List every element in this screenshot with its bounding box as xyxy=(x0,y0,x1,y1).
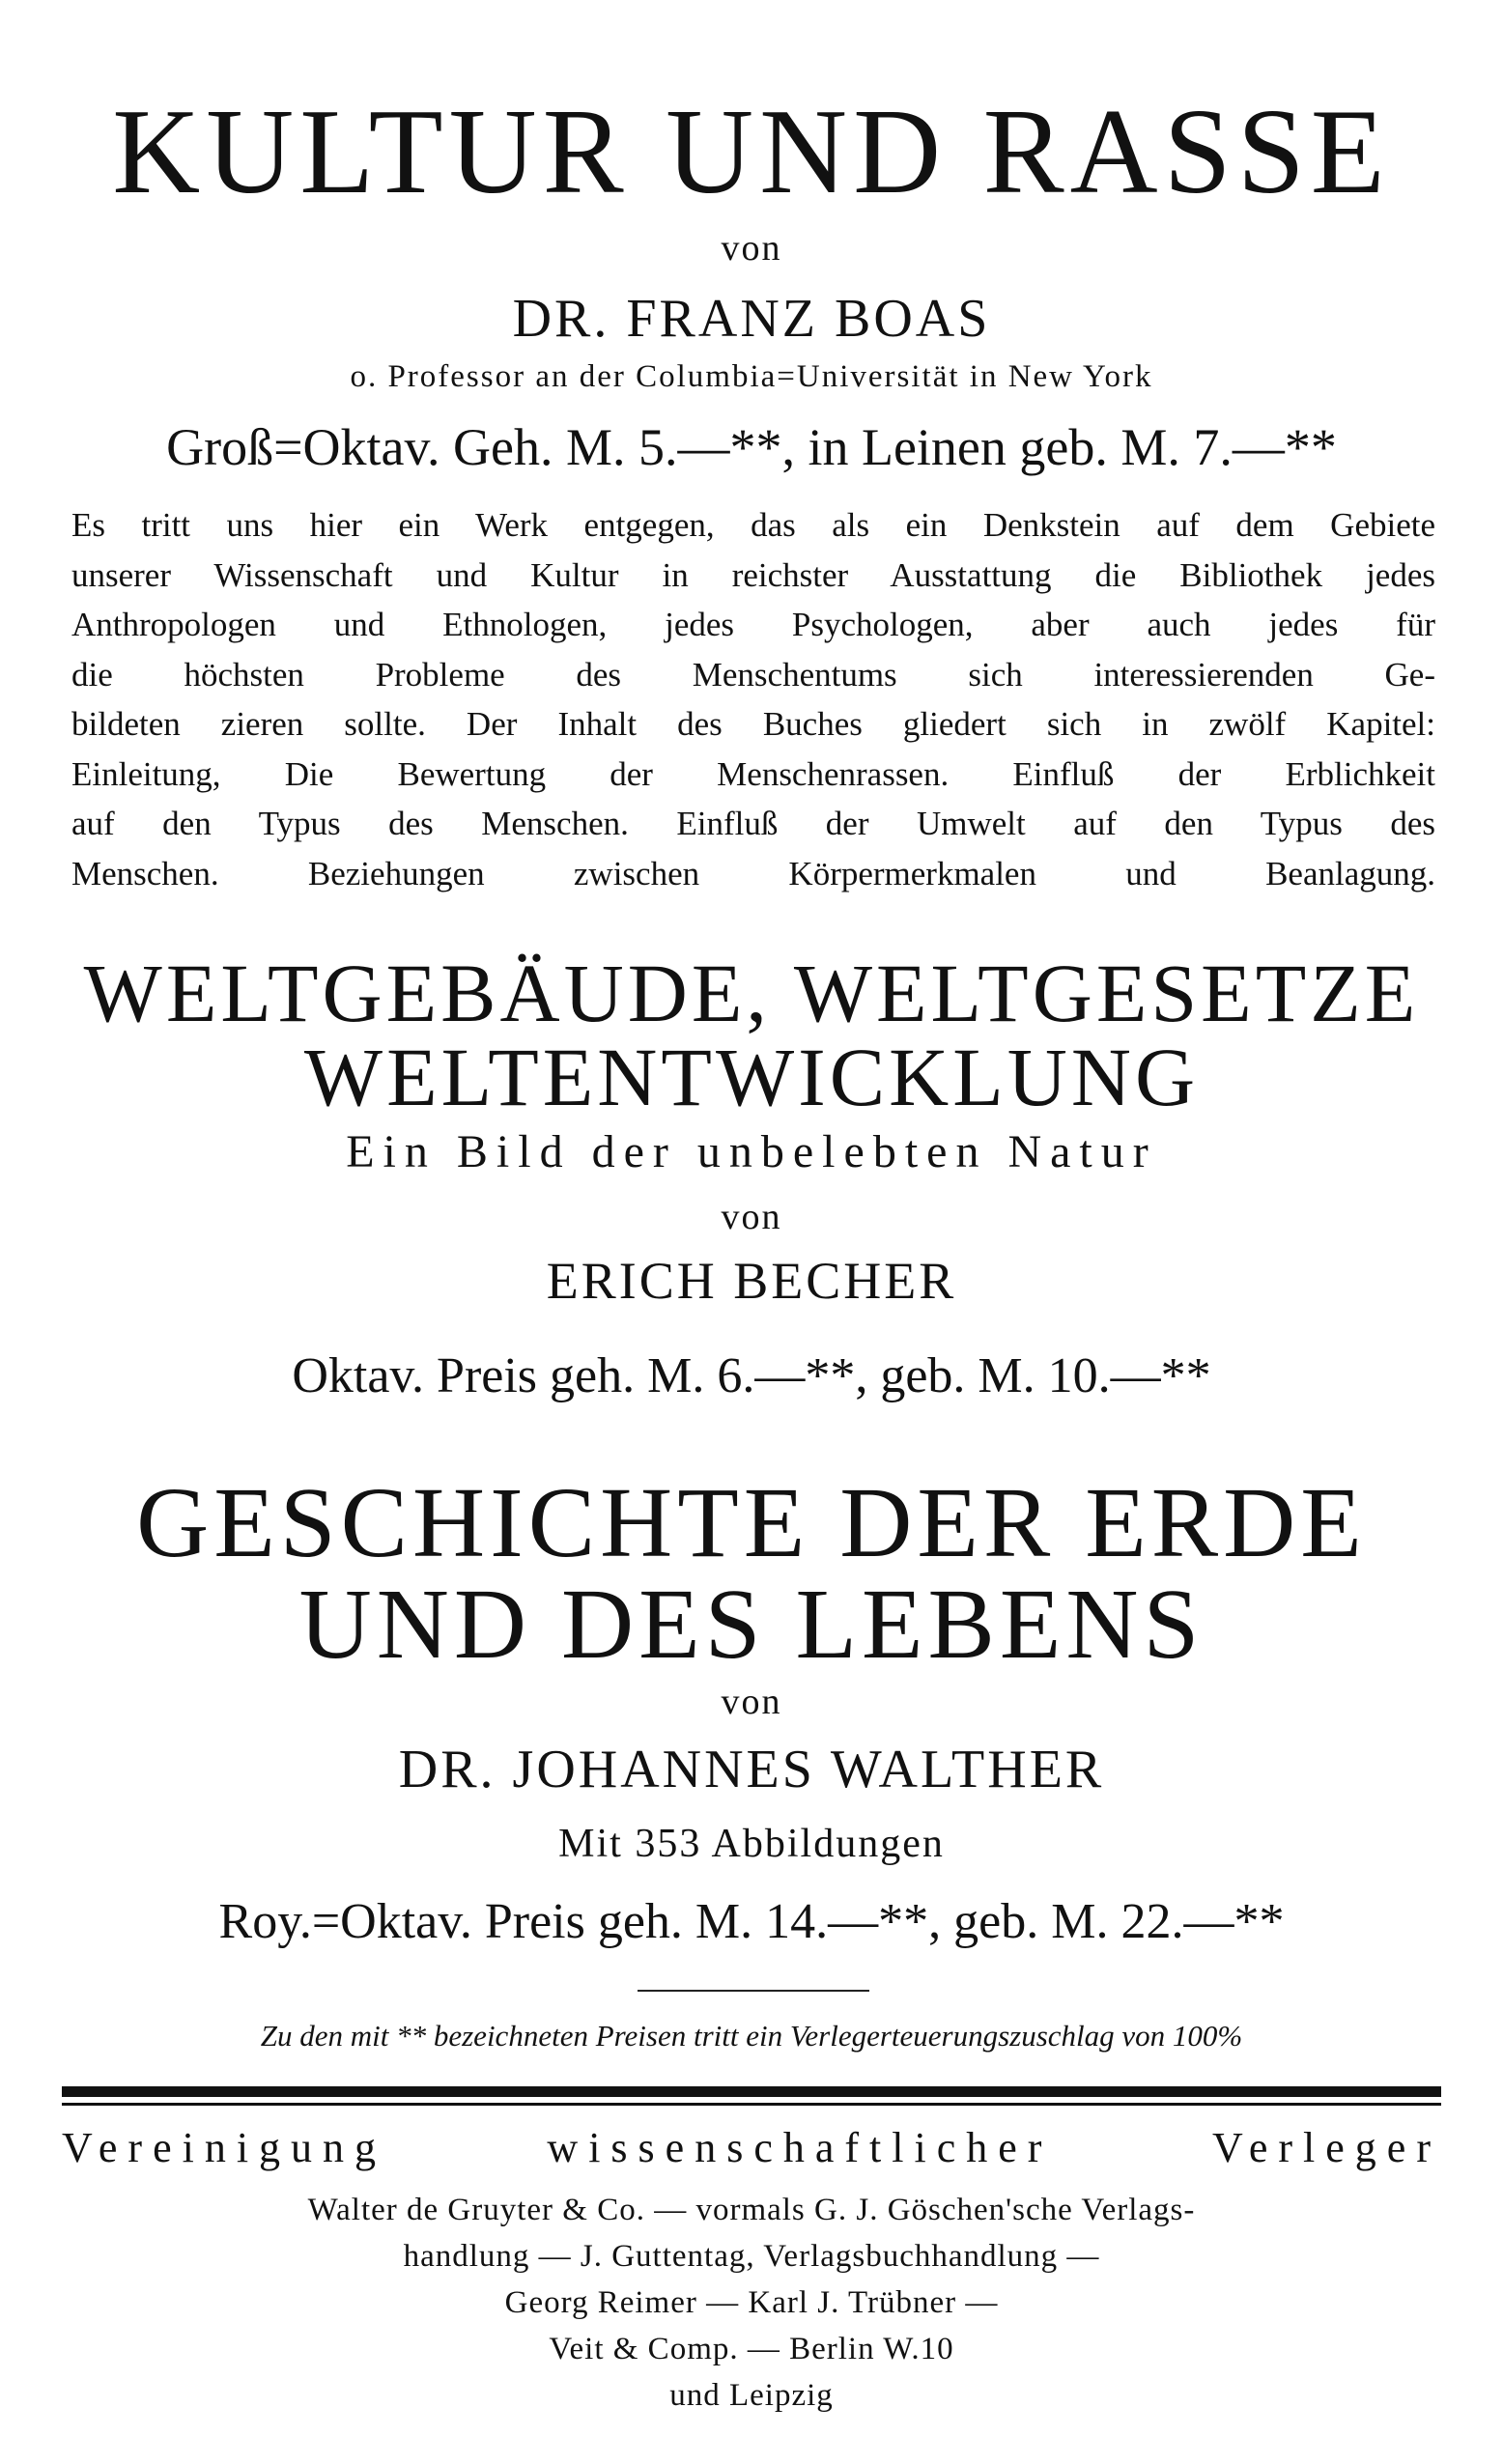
book1-description xyxy=(71,500,1435,898)
book2-title-line1: WELTGEBÄUDE, WELTGESETZE xyxy=(83,947,1420,1039)
book1-price: Groß=Oktav. Geh. M. 5.—**, in Leinen geb. M. 7.—** xyxy=(166,418,1337,476)
book3-illustrations: Mit 353 Abbildungen xyxy=(558,1822,945,1866)
description-line: bildeten zieren sollte. Der Inhalt des Buches gliedert sich in zwölf Kapitel: xyxy=(71,705,1435,743)
book3-title-line1: GESCHICHTE DER ERDE xyxy=(136,1467,1367,1578)
description-line: Anthropologen und Ethnologen, jedes Psychologen, aber auch jedes für xyxy=(71,606,1435,643)
short-divider xyxy=(638,1990,869,1992)
book1-von: von xyxy=(721,228,782,269)
book2-author: ERICH BECHER xyxy=(546,1252,957,1310)
description-line: Es tritt uns hier ein Werk entgegen, das als ein Denkstein auf dem Gebiete xyxy=(71,506,1435,544)
book2-price: Oktav. Preis geh. M. 6.—**, geb. M. 10.—** xyxy=(292,1348,1211,1403)
publisher-heading: Vereinigung wissenschaftlicher Verleger xyxy=(62,2124,1441,2171)
publisher-line: Veit & Comp. — Berlin W.10 xyxy=(549,2332,954,2366)
description-line: die höchsten Probleme des Menschentums sich interessierenden Ge- xyxy=(71,655,1435,694)
book3-price: Roy.=Oktav. Preis geh. M. 14.—**, geb. M. 22.—** xyxy=(218,1894,1285,1949)
book2-von: von xyxy=(721,1197,782,1237)
book1-author: DR. FRANZ BOAS xyxy=(512,289,991,349)
book2-title-line2: WELTENTWICKLUNG xyxy=(303,1031,1200,1123)
book2-subtitle: Ein Bild der unbelebten Natur xyxy=(346,1126,1157,1177)
publisher-line: Georg Reimer — Karl J. Trübner — xyxy=(504,2285,999,2320)
book3-author: DR. JOHANNES WALTHER xyxy=(398,1740,1105,1799)
description-line: unserer Wissenschaft und Kultur in reichster Ausstattung die Bibliothek jedes xyxy=(71,555,1435,594)
publisher-line: und Leipzig xyxy=(669,2378,834,2413)
publisher-line: handlung — J. Guttentag, Verlagsbuchhandlung — xyxy=(403,2239,1100,2274)
price-footnote: Zu den mit ** bezeichneten Preisen tritt ein Verlegerteuerungszuschlag von 100% xyxy=(260,2019,1243,2053)
book1-title: KULTUR UND RASSE xyxy=(112,85,1391,219)
thin-divider xyxy=(62,2103,1441,2106)
description-line: auf den Typus des Menschen. Einfluß der Umwelt auf den Typus des xyxy=(71,805,1435,842)
book3-title-line2: UND DES LEBENS xyxy=(298,1569,1205,1680)
thick-divider xyxy=(62,2086,1441,2097)
book3-von: von xyxy=(721,1682,782,1722)
publisher-line: Walter de Gruyter & Co. — vormals G. J. Göschen'sche Verlags- xyxy=(307,2193,1196,2227)
book1-affiliation: o. Professor an der Columbia=Universität in New York xyxy=(350,359,1153,394)
description-line: Einleitung, Die Bewertung der Menschenrassen. Einfluß der Erblichkeit xyxy=(71,754,1435,793)
description-line: Menschen. Beziehungen zwischen Körpermerkmalen und Beanlagung. xyxy=(71,854,1435,892)
